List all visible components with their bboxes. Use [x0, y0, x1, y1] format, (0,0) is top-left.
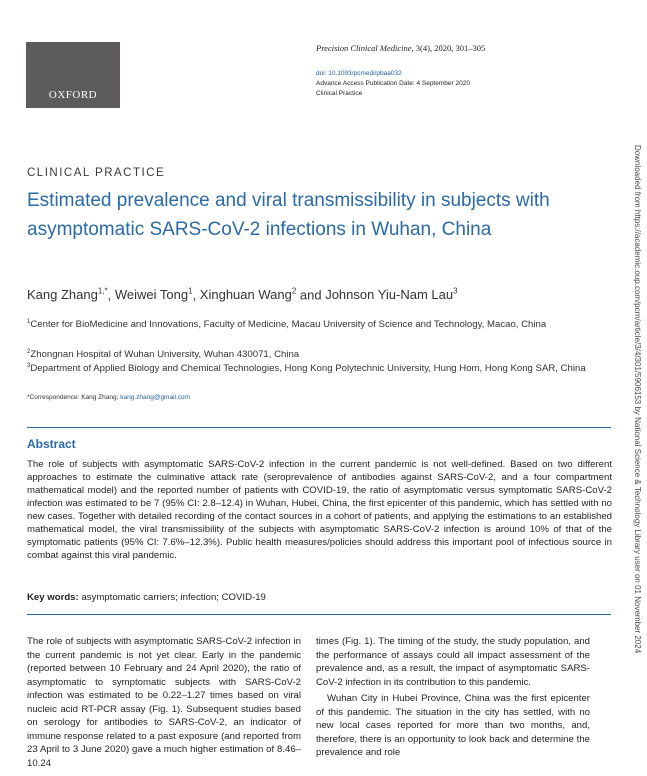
affiliation: $^3$Department of Applied Biology and Chemical Technologies, Hong Kong Polytechnic University, Hung Hom, Hong Kong SAR, China [27, 363, 586, 375]
affiliation: $^2$Zhongnan Hospital of Wuhan University, Wuhan 430071, China [27, 349, 300, 361]
body-column-right [316, 635, 590, 760]
author[interactable]: Xinghuan Wang$^2$ [199, 287, 297, 303]
body-paragraph: The role of subjects with asymptomatic SARS-CoV-2 infection in the current pandemic is not yet clear. Early in the pandemic (reported between 10 February and 24 April 2020), the ratio of asymptomatic to symptomatic subjects with SARS-CoV-2 infection was estimated to be 0.22–1.27 times based on viral nucleic acid RT-PCR assay (Fig. 1). Subsequent studies based on serology for antibodies to SARS-CoV-2, an indicator of immune response related to a past exposure (and reported from 23 April to 3 June 2020) gave a much higher estimation of 8.46–10.24 [27, 636, 301, 769]
article-title: Estimated prevalence and viral transmissibility in subjects with asymptomatic SARS-CoV-2 infections in Wuhan, China [27, 190, 550, 240]
keywords [27, 592, 266, 603]
doi-line [316, 70, 402, 77]
oxford-logo [26, 42, 120, 108]
doi-link[interactable]: doi: 10.1093/pcmedi/pbaa032 [316, 70, 402, 77]
advance-access-date: Advance Access Publication Date: 4 September 2020 [316, 80, 470, 87]
body-paragraph: Wuhan City in Hubei Province, China was the first epicenter of this pandemic. The situation in the city has settled, with no new local cases reported for more than two months, and, therefore, there is an opportunity to look back and determine the prevalence and role [316, 693, 590, 758]
correspondence-email[interactable]: kang.zhang@gmail.com [120, 394, 191, 401]
download-notice: Downloaded from https://academic.oup.com/pcm/article/3/4/301/5906153 by National Science & Technology Library user on 01 November 2024 [633, 145, 642, 654]
affiliation: $^1$Center for BioMedicine and Innovations, Faculty of Medicine, Macau University of Science and Technology, Macao, China [27, 319, 547, 331]
body-paragraph: times (Fig. 1). The timing of the study, the study population, and the performance of assays could all impact assessment of the prevalence and, as a result, the impact of asymptomatic SARS-CoV-2 infection in its contribution to this pandemic. [316, 636, 590, 688]
journal-citation [316, 43, 485, 53]
author[interactable]: Weiwei Tong$^1$ [114, 287, 193, 303]
keywords-label: Key words: [27, 592, 79, 603]
keywords-list: asymptomatic carriers; infection; COVID-19 [81, 592, 266, 603]
divider [27, 427, 611, 428]
journal-name: Precision Clinical Medicine [316, 43, 412, 53]
logo-text: OXFORD [48, 89, 98, 101]
journal-volume: , 3(4), 2020, 301–305 [411, 43, 486, 53]
divider [27, 614, 611, 615]
abstract-text: The role of subjects with asymptomatic SARS-CoV-2 infection in the current pandemic is not well-defined. Based on two different approaches to estimate the culminative attack rate (seroprevalence of antibodies against SARS-CoV-2, and a four compartment mathematical model) and the reported number of patients with COVID-19, the ratio of asymptomatic versus symptomatic SARS-CoV-2 infection was estimated to be 7 (95% CI: 2.8–12.4) in Wuhan, Hubei, China, the first epicenter of this pandemic, which has settled with no new cases. Together with detailed recording of the contact sources in a cohort of patients, and applying the estimations to an established mathematical model, the viral transmissibility of the subjects with asymptomatic SARS-CoV-2 infection is around 10% of that of the symptomatic patients (95% CI: 7.6%–12.3%). Public health measures/policies should address this important pool of infectious source in combat against this viral pandemic. [27, 459, 612, 561]
article-type: Clinical Practice [316, 90, 363, 97]
author-list: Kang Zhang$^{1,*}$, Weiwei Tong$^1$, Xinghuan Wang$^2$ and Johnson Yiu-Nam Lau$^3$ [27, 287, 458, 303]
section-label: CLINICAL PRACTICE [27, 167, 166, 179]
correspondence: *Correspondence: Kang Zhang, kang.zhang@gmail.com [27, 394, 191, 401]
author[interactable]: Johnson Yiu-Nam Lau$^3$ [325, 287, 458, 303]
author[interactable]: Kang Zhang$^{1,*}$ [27, 287, 108, 303]
abstract-heading: Abstract [27, 437, 76, 451]
body-column-left [27, 635, 301, 770]
